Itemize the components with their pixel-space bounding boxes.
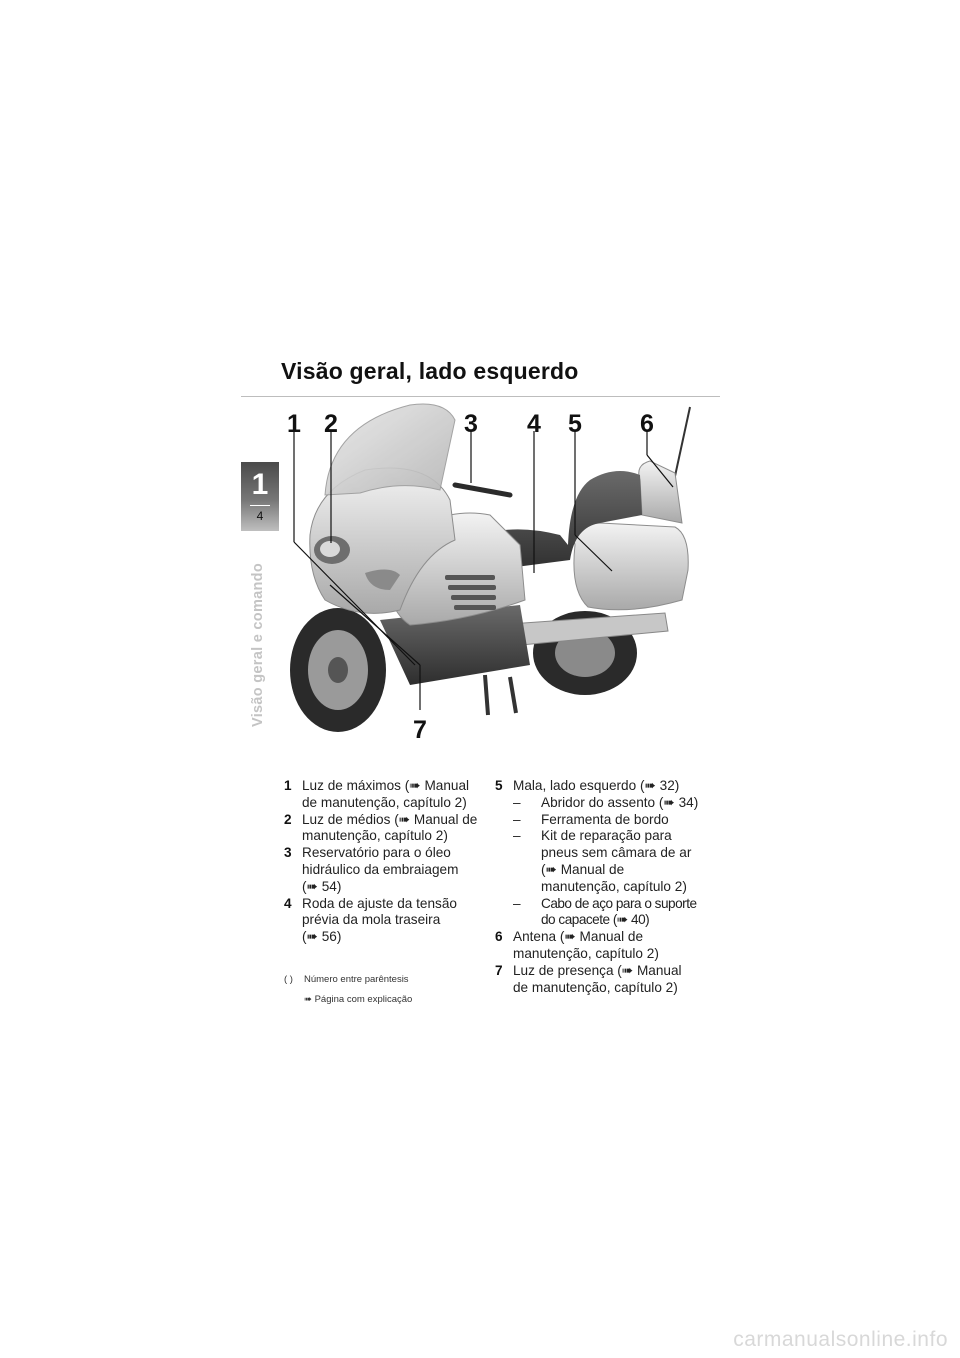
symbol-legend [284, 970, 412, 1010]
item-number: 1 [284, 778, 292, 793]
bracket-symbol: ( ) [284, 974, 293, 985]
item-line: manutenção, capítulo 2) [302, 828, 448, 844]
item-line: Luz de médios (➠ Manual de [302, 811, 478, 827]
callout-7: 7 [413, 716, 427, 744]
item-line: hidráulico da embraiagem [302, 861, 459, 877]
item-line: de manutenção, capítulo 2) [513, 979, 678, 995]
item-number: 3 [284, 845, 292, 861]
sub-line: do capacete (➠ 40) [541, 912, 650, 928]
page-number: 4 [256, 509, 264, 523]
item-number: 2 [284, 811, 292, 827]
item-line: (➠ 56) [302, 929, 342, 945]
sub-line: Cabo de aço para o suporte [541, 895, 697, 911]
list-item [495, 929, 705, 963]
callout-6: 6 [640, 410, 654, 438]
chapter-side-label: Visão geral e comando [250, 563, 266, 727]
page-title: Visão geral, lado esquerdo [281, 358, 579, 384]
list-item [495, 963, 705, 997]
item-line: Reservatório para o óleo [302, 845, 451, 861]
list-item [284, 896, 484, 946]
sub-line: Abridor do assento (➠ 34) [541, 794, 699, 810]
legend-list-right [495, 778, 705, 996]
bracket-explanation: Número entre parêntesis [304, 974, 409, 985]
callout-1: 1 [287, 410, 301, 438]
sub-line: manutenção, capítulo 2) [541, 878, 687, 894]
item-line: Roda de ajuste da tensão [302, 895, 457, 911]
item-line: Antena (➠ Manual de [513, 929, 644, 945]
motorcycle-illustration [270, 395, 720, 755]
dash: – [513, 811, 521, 827]
item-line: manutenção, capítulo 2) [513, 945, 659, 961]
item-line: Luz de presença (➠ Manual [513, 962, 682, 978]
pannier [574, 523, 688, 610]
item-line: de manutenção, capítulo 2) [302, 794, 467, 810]
callout-3: 3 [464, 410, 478, 438]
list-item [284, 845, 484, 895]
sub-item [513, 812, 705, 829]
item-line: Mala, lado esquerdo (➠ 32) [513, 778, 680, 793]
sub-line: Kit de reparação para [541, 828, 672, 844]
item-number: 5 [495, 778, 503, 793]
list-item [284, 812, 484, 846]
callout-4: 4 [527, 410, 541, 438]
item-line: prévia da mola traseira [302, 912, 441, 928]
item-number: 4 [284, 895, 292, 911]
list-item [284, 778, 484, 812]
watermark-link[interactable]: carmanualsonline.info [733, 1328, 948, 1351]
sub-item [513, 896, 705, 930]
item-number: 7 [495, 962, 503, 978]
callout-5: 5 [568, 410, 582, 438]
arrow-explanation: ➠ Página com explicação [304, 994, 413, 1005]
legend-list-left [284, 778, 484, 946]
sub-line: (➠ Manual de [541, 861, 625, 877]
item-line: (➠ 54) [302, 878, 342, 894]
dash: – [513, 794, 521, 810]
dash: – [513, 828, 521, 844]
list-item [495, 778, 705, 795]
item-number: 6 [495, 929, 503, 945]
sub-item [513, 795, 705, 812]
callout-2: 2 [324, 410, 338, 438]
windscreen [325, 404, 455, 495]
chapter-number: 1 [251, 468, 269, 501]
dash: – [513, 895, 521, 911]
sub-line: Ferramenta de bordo [541, 811, 669, 827]
sub-line: pneus sem câmara de ar [541, 845, 692, 861]
item-line: Luz de máximos (➠ Manual [302, 778, 470, 793]
chapter-divider [250, 505, 270, 506]
sub-item [513, 828, 705, 895]
